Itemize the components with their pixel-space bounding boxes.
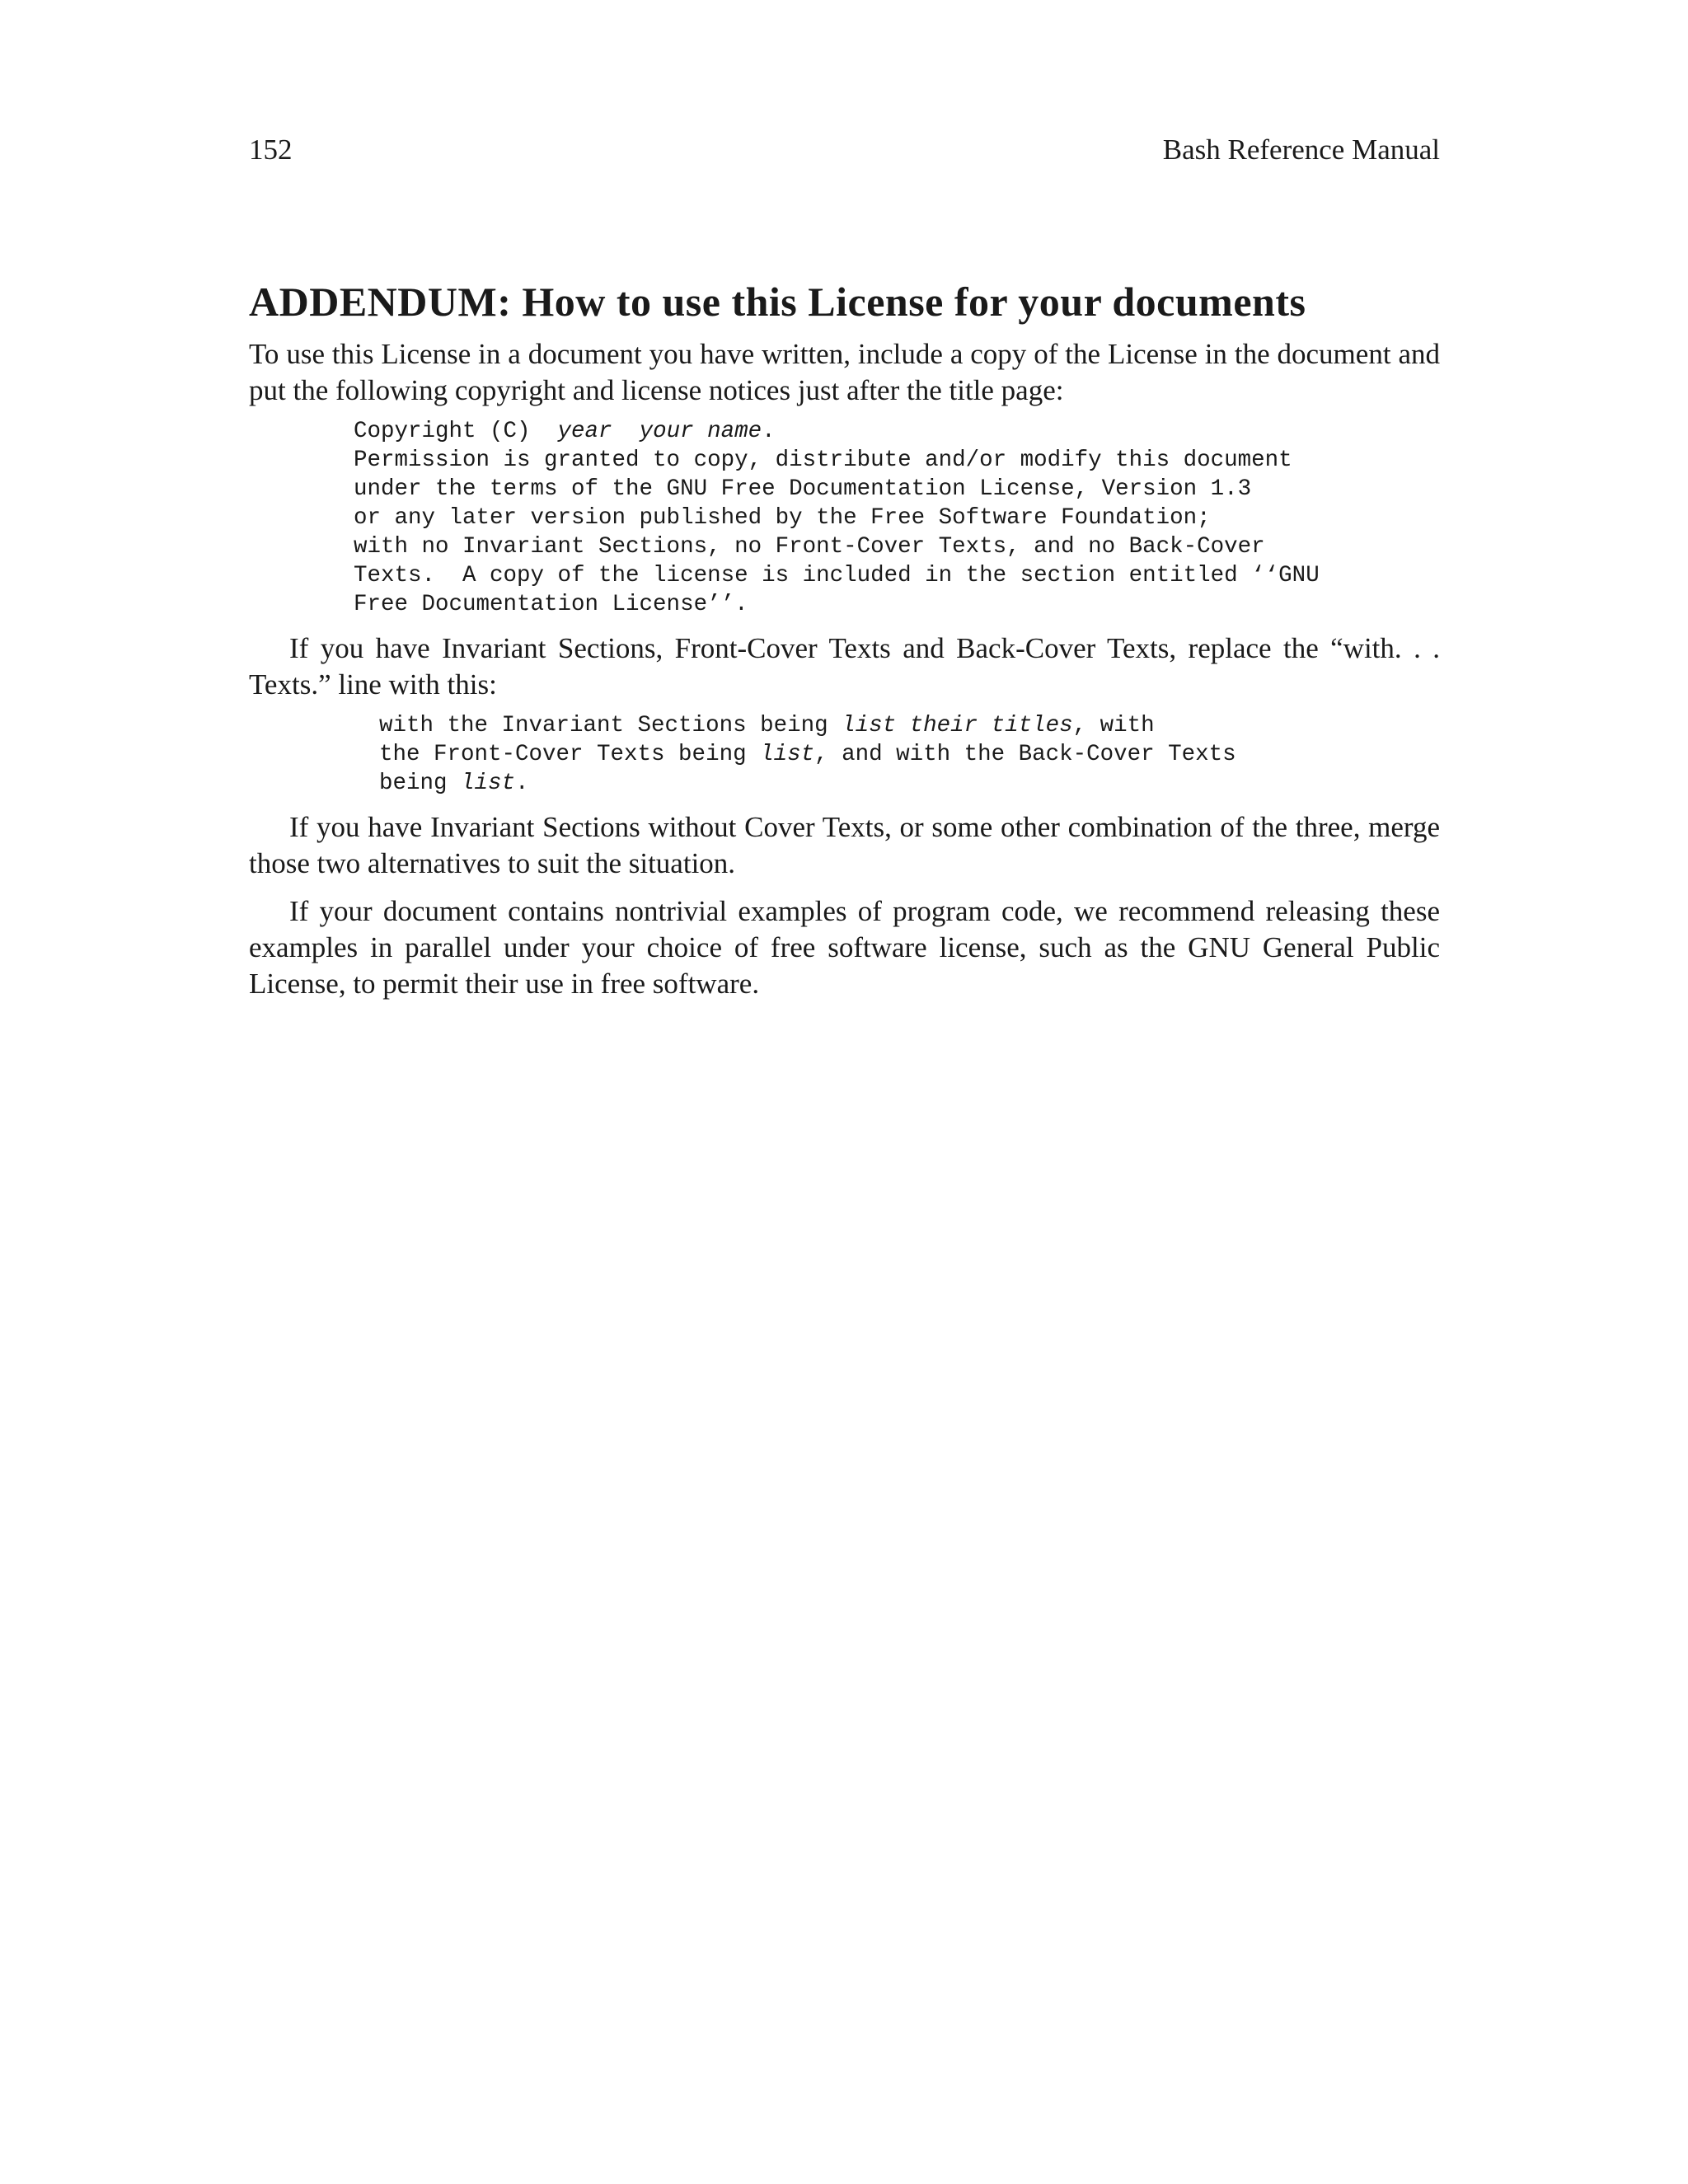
copyright-notice-example [354, 417, 1440, 619]
page-content [249, 132, 1440, 1002]
placeholder-list: list [461, 771, 516, 796]
example-line: with the Invariant Sections being list their titles, with [379, 713, 1155, 738]
example-line: Permission is granted to copy, distribute and/or modify this document [354, 448, 1292, 473]
example-line: or any later version published by the Free Software Foundation; [354, 505, 1211, 531]
recommend-paragraph: If your document contains nontrivial examples of program code, we recommend releasing these examples in parallel under your choice of free software license, such as the GNU General Public License, to permit their use in free software. [249, 895, 1440, 1000]
example-line: with no Invariant Sections, no Front-Cover Texts, and no Back-Cover [354, 534, 1265, 560]
merge-paragraph: If you have Invariant Sections without Cover Texts, or some other combination of the three, merge those two alternatives to suit the situation. [249, 811, 1440, 879]
page-number: 152 [249, 134, 293, 166]
replace-paragraph: If you have Invariant Sections, Front-Cover Texts and Back-Cover Texts, replace the “with. . . Texts.” line with this: [249, 632, 1440, 701]
example-line: Texts. A copy of the license is included in the section entitled ‘‘GNU [354, 563, 1320, 588]
with-texts-example [379, 711, 1440, 798]
example-line: Copyright (C) year your name. [354, 419, 776, 444]
placeholder-name: your name [639, 419, 762, 444]
example-line: being list. [379, 771, 529, 796]
running-header [249, 132, 1440, 168]
example-line: Free Documentation License’’. [354, 592, 748, 617]
intro-paragraph: To use this License in a document you have written, include a copy of the License in the document and put the following copyright and license notices just after the title page: [249, 338, 1440, 406]
placeholder-list-titles: list their titles [842, 713, 1073, 738]
placeholder-list: list [760, 742, 815, 767]
placeholder-year: year [557, 419, 612, 444]
example-line: the Front-Cover Texts being list, and with the Back-Cover Texts [379, 742, 1236, 767]
section-title: ADDENDUM: How to use this License for your documents [249, 279, 1306, 325]
example-line: under the terms of the GNU Free Documentation License, Version 1.3 [354, 476, 1252, 502]
manual-title: Bash Reference Manual [1162, 134, 1440, 166]
